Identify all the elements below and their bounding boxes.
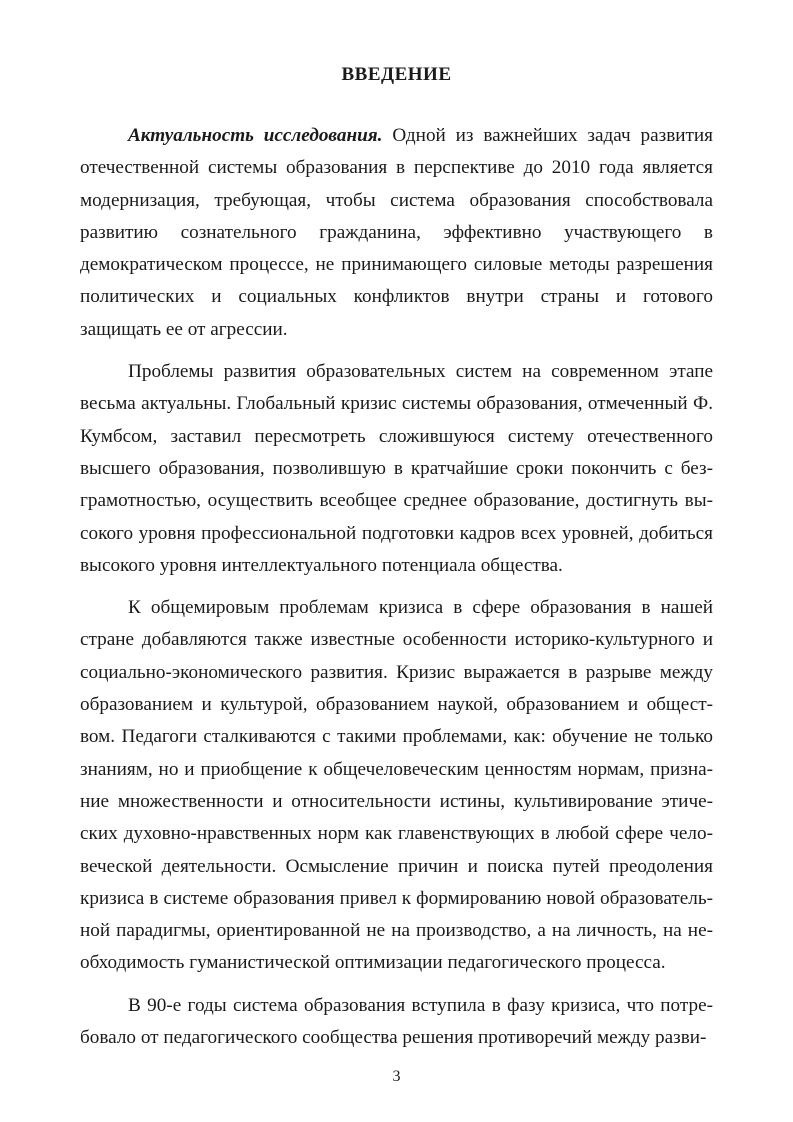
paragraph-crisis: К общемировым проблемам кризиса в сфере образования в нашей стране добавляются также известные особенности историко-культурного и социально-экономического развития. Кризис выражается в разрыве между образованием и культурой, образованием наукой, образованием и обществом. Педагоги сталкиваются с такими проблемами, как: обучение не только знаниям, но и приобщение к общечеловеческим ценностям нормам, признание множественности и относительности истины, культивирование этических духовно-нравственных норм как главенствующих в любой сфере человеческой деятельности. Осмысление причин и поиска путей преодоления кризиса в системе образования привел к формированию новой образовательной парадигмы, ориентированной не на производство, а на личность, на необходимость гуманистической оптимизации педагогического процесса. [80, 597, 713, 974]
paragraph-lead: Актуальность исследования. [128, 125, 383, 146]
section-heading: ВВЕДЕНИЕ [341, 64, 452, 85]
paragraph-relevance [80, 120, 713, 346]
paragraph-nineties: В 90-е годы система образования вступила в фазу кризиса, что потребовало от педагогического сообщества решения противоречий между разви- [80, 994, 713, 1049]
page-number: 3 [392, 1068, 401, 1085]
paragraph-problems: Проблемы развития образовательных систем на современном этапе весьма актуальны. Глобальный кризис системы образования, отмеченный Ф. Кумбсом, заставил пересмотреть сложившуюся систему отечественного высшего образования, позволившую в кратчайшие сроки покончить с безграмотностью, осуществить всеобщее среднее образование, достигнуть высокого уровня профессиональной подготовки кадров всех уровней, добиться высокого уровня интеллектуального потенциала общества. [80, 361, 713, 576]
paragraph-text: Одной из важнейших задач развития отечественной системы образования в перспективе до 2010 года является модернизация, требующая, чтобы система образования способствовала развитию сознательного гражданина, эффективно участвующего в демократическом процессе, не принимающего силовые методы разрешения политических и социальных конфликтов внутри страны и готового защищать ее от агрессии. [80, 125, 714, 340]
body-text [80, 120, 713, 1064]
